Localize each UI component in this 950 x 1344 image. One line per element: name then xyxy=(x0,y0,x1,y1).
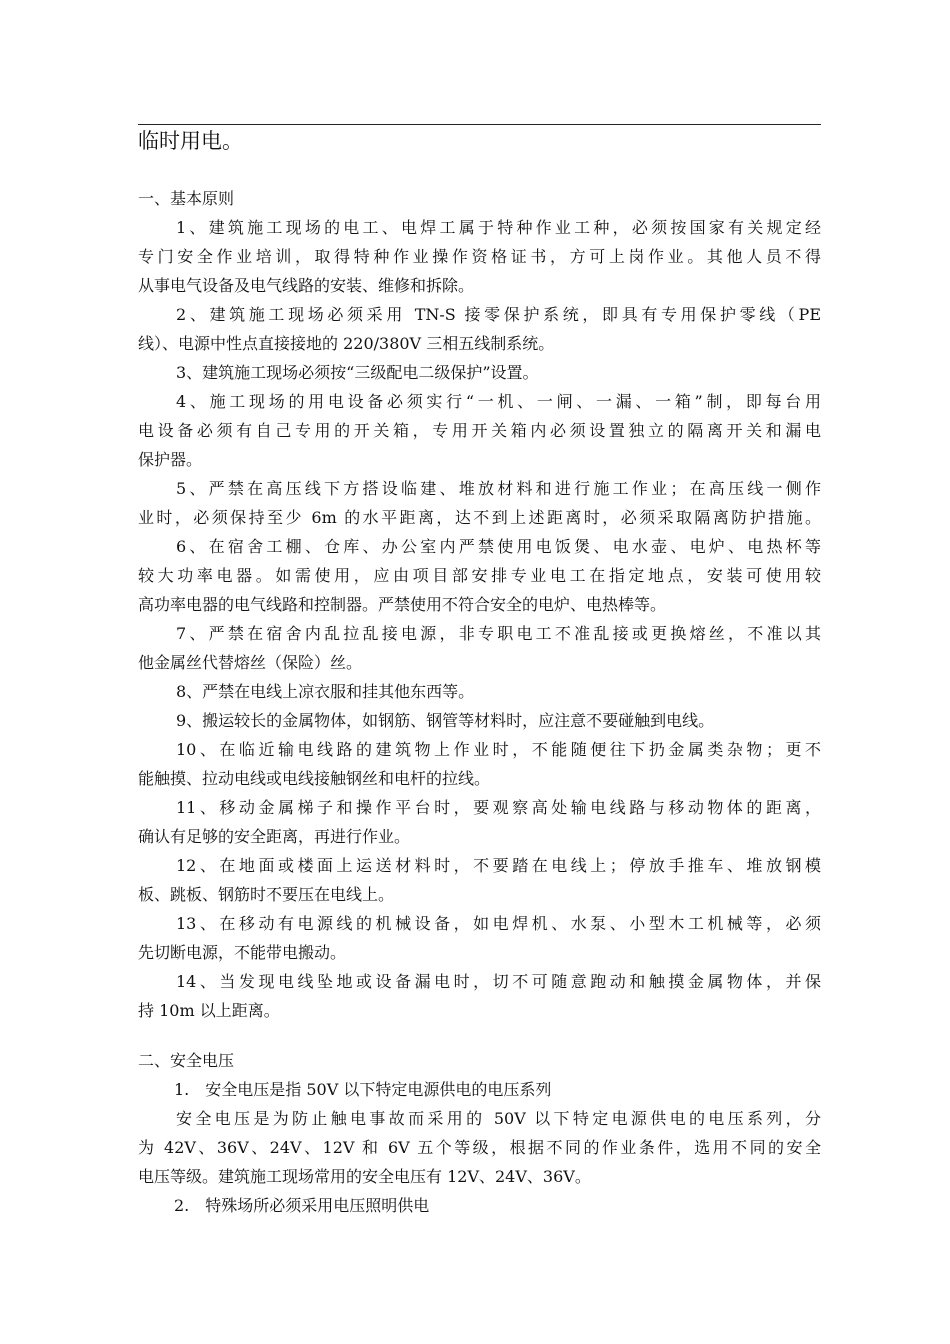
paragraph-line: 14、当发现电线坠地或设备漏电时，切不可随意跑动和触摸金属物体，并保 xyxy=(176,972,821,991)
paragraph-line: 保护器。 xyxy=(138,450,203,469)
paragraph-line: 1. 安全电压是指 50V 以下特定电源供电的电压系列 xyxy=(174,1080,552,1099)
paragraph-line: 13、在移动有电源线的机械设备，如电焊机、水泵、小型木工机械等，必须 xyxy=(176,914,821,933)
paragraph-line: 12、在地面或楼面上运送材料时，不要踏在电线上；停放手推车、堆放钢模 xyxy=(176,856,821,875)
paragraph-line: 较大功率电器。如需使用，应由项目部安排专业电工在指定地点，安装可使用较 xyxy=(138,566,821,585)
section-heading: 一、基本原则 xyxy=(138,189,235,208)
paragraph-line: 11、移动金属梯子和操作平台时，要观察高处输电线路与移动物体的距离， xyxy=(176,798,821,817)
paragraph-line: 4、施工现场的用电设备必须实行“一机、一闸、一漏、一箱”制，即每台用 xyxy=(176,392,821,411)
paragraph-line: 电压等级。建筑施工现场常用的安全电压有 12V、24V、36V。 xyxy=(138,1167,591,1186)
paragraph-line: 先切断电源，不能带电搬动。 xyxy=(138,943,347,962)
paragraph-line: 9、搬运较长的金属物体，如钢筋、钢管等材料时，应注意不要碰触到电线。 xyxy=(176,711,715,730)
paragraph-line: 安全电压是为防止触电事故而采用的 50V 以下特定电源供电的电压系列，分 xyxy=(176,1109,821,1128)
paragraph-line: 高功率电器的电气线路和控制器。严禁使用不符合安全的电炉、电热棒等。 xyxy=(138,595,667,614)
section-heading: 二、安全电压 xyxy=(138,1051,235,1070)
paragraph-line: 专门安全作业培训，取得特种作业操作资格证书，方可上岗作业。其他人员不得 xyxy=(138,247,821,266)
paragraph-line: 他金属丝代替熔丝（保险）丝。 xyxy=(138,653,363,672)
paragraph-line: 业时，必须保持至少 6m 的水平距离，达不到上述距离时，必须采取隔离防护措施。 xyxy=(138,508,821,527)
paragraph-line: 10、在临近输电线路的建筑物上作业时，不能随便往下扔金属类杂物；更不 xyxy=(176,740,821,759)
paragraph-line: 线）、电源中性点直接接地的 220/380V 三相五线制系统。 xyxy=(138,334,555,353)
page-title: 临时用电。 xyxy=(138,129,243,153)
paragraph-line: 7、严禁在宿舍内乱拉乱接电源，非专职电工不准乱接或更换熔丝，不准以其 xyxy=(176,624,821,643)
paragraph-line: 确认有足够的安全距离，再进行作业。 xyxy=(138,827,411,846)
paragraph-line: 2. 特殊场所必须采用电压照明供电 xyxy=(174,1196,430,1215)
paragraph-line: 板、跳板、钢筋时不要压在电线上。 xyxy=(138,885,395,904)
paragraph-line: 为 42V、36V、24V、12V 和 6V 五个等级，根据不同的作业条件，选用不同的安全 xyxy=(138,1138,821,1157)
paragraph-line: 3、建筑施工现场必须按“三级配电二级保护”设置。 xyxy=(176,363,539,382)
paragraph-line: 5、严禁在高压线下方搭设临建、堆放材料和进行施工作业；在高压线一侧作 xyxy=(176,479,821,498)
header-rule xyxy=(138,124,821,125)
paragraph-line: 持 10m 以上距离。 xyxy=(138,1001,280,1020)
paragraph-line: 从事电气设备及电气线路的安装、维修和拆除。 xyxy=(138,276,475,295)
paragraph-line: 电设备必须有自己专用的开关箱，专用开关箱内必须设置独立的隔离开关和漏电 xyxy=(138,421,821,440)
paragraph-line: 能触摸、拉动电线或电线接触钢丝和电杆的拉线。 xyxy=(138,769,491,788)
paragraph-line: 6、在宿舍工棚、仓库、办公室内严禁使用电饭煲、电水壶、电炉、电热杯等 xyxy=(176,537,821,556)
paragraph-line: 2、建筑施工现场必须采用 TN-S 接零保护系统，即具有专用保护零线（PE xyxy=(176,305,821,324)
paragraph-line: 8、严禁在电线上凉衣服和挂其他东西等。 xyxy=(176,682,475,701)
paragraph-line: 1、建筑施工现场的电工、电焊工属于特种作业工种，必须按国家有关规定经 xyxy=(176,218,821,237)
